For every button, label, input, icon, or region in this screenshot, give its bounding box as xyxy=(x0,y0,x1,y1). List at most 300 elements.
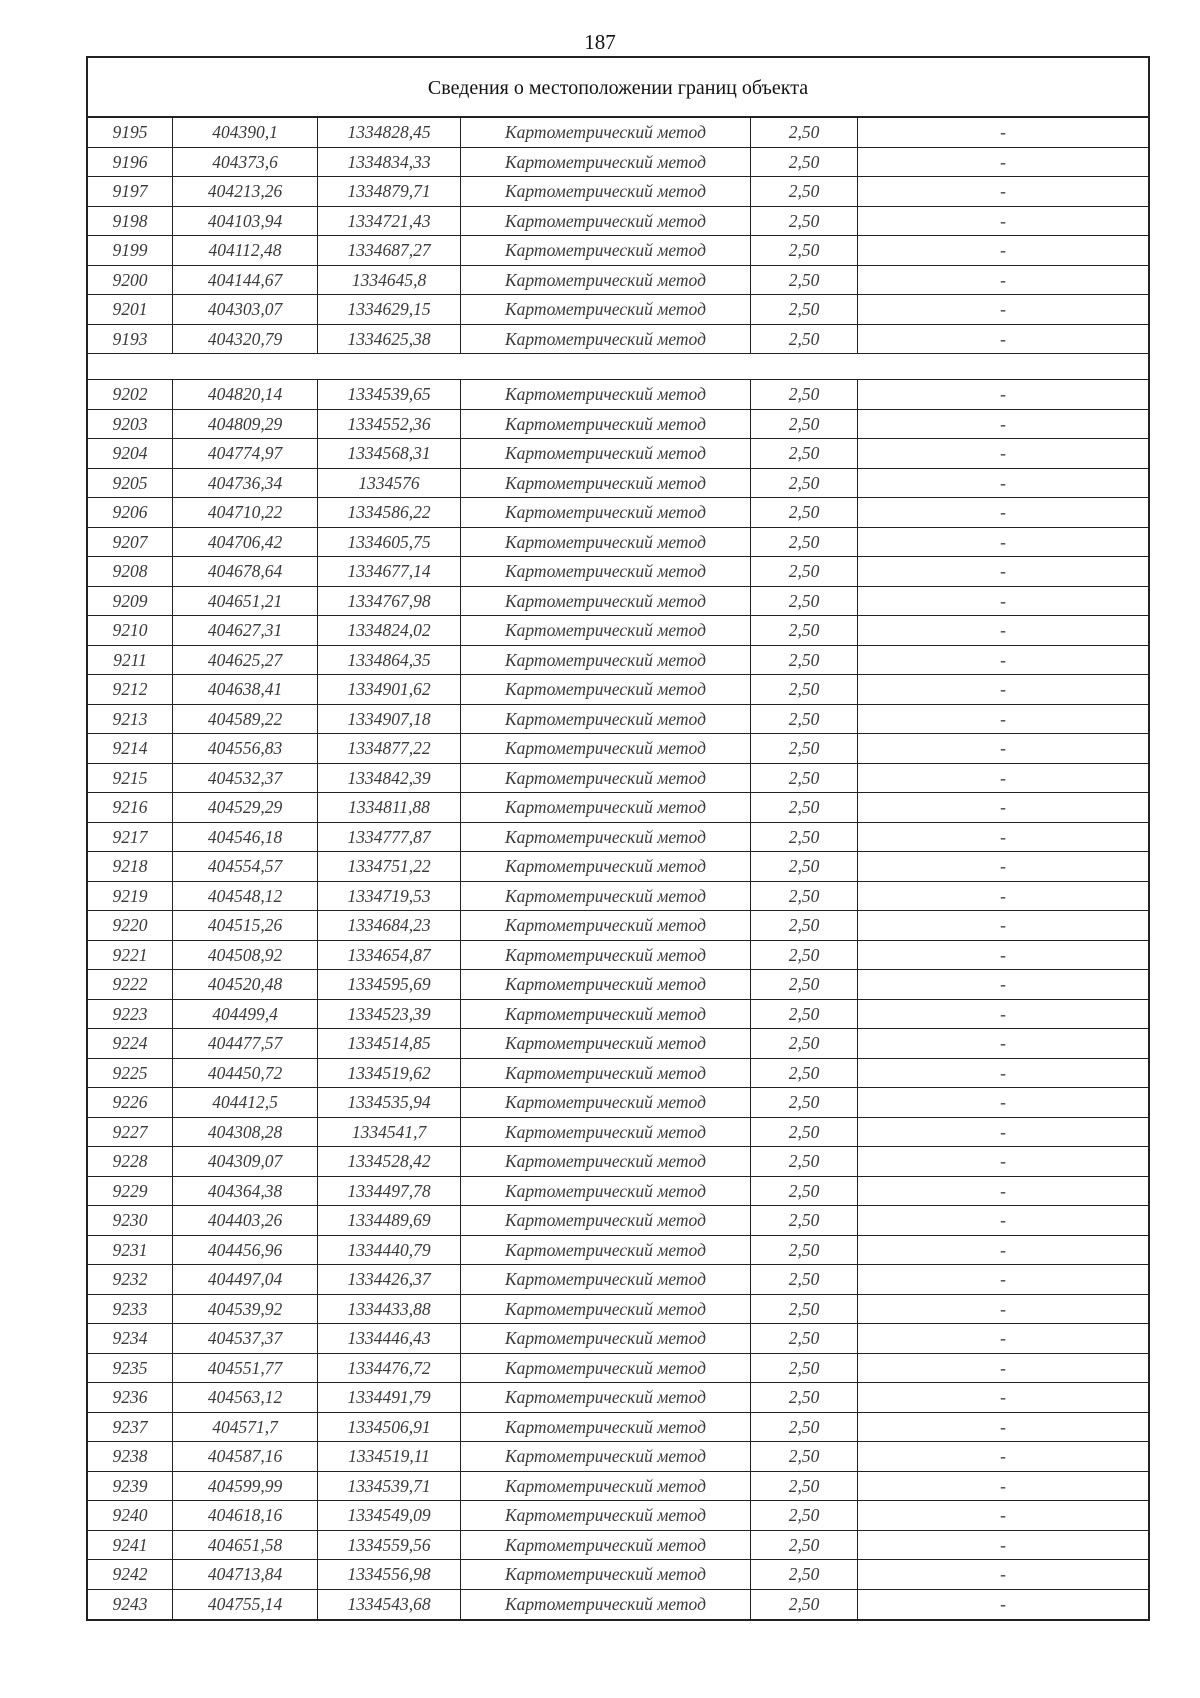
table-row xyxy=(88,793,1148,823)
accuracy-cell: 2,50 xyxy=(751,1206,858,1235)
method-cell: Картометрический метод xyxy=(461,1354,751,1383)
y-coordinate-cell: 1334539,65 xyxy=(318,380,461,409)
y-coordinate-cell: 1334824,02 xyxy=(318,616,461,645)
table-row xyxy=(88,1354,1148,1384)
point-number-cell: 9200 xyxy=(88,266,173,295)
method-cell: Картометрический метод xyxy=(461,941,751,970)
y-coordinate-cell: 1334519,11 xyxy=(318,1442,461,1471)
y-coordinate-cell: 1334539,71 xyxy=(318,1472,461,1501)
y-coordinate-cell: 1334629,15 xyxy=(318,295,461,324)
table-row xyxy=(88,1295,1148,1325)
description-cell: - xyxy=(1000,885,1006,906)
x-coordinate-cell: 404554,57 xyxy=(173,852,318,881)
table-row xyxy=(88,941,1148,971)
method-cell: Картометрический метод xyxy=(461,439,751,468)
method-cell: Картометрический метод xyxy=(461,764,751,793)
method-cell: Картометрический метод xyxy=(461,911,751,940)
description-cell: - xyxy=(1000,502,1006,522)
y-coordinate-cell: 1334907,18 xyxy=(318,705,461,734)
x-coordinate-cell: 404618,16 xyxy=(173,1501,318,1530)
table-row xyxy=(88,118,1148,148)
x-coordinate-cell: 404320,79 xyxy=(173,325,318,354)
point-number-cell: 9197 xyxy=(88,177,173,206)
table-row xyxy=(88,1177,1148,1207)
y-coordinate-cell: 1334426,37 xyxy=(318,1265,461,1294)
table-row xyxy=(88,675,1148,705)
method-cell: Картометрический метод xyxy=(461,528,751,557)
accuracy-cell: 2,50 xyxy=(751,587,858,616)
point-number-cell: 9229 xyxy=(88,1177,173,1206)
point-number-cell: 9199 xyxy=(88,236,173,265)
table-row xyxy=(88,1501,1148,1531)
table-row xyxy=(88,266,1148,296)
y-coordinate-cell: 1334528,42 xyxy=(318,1147,461,1176)
x-coordinate-cell: 404497,04 xyxy=(173,1265,318,1294)
accuracy-cell: 2,50 xyxy=(751,266,858,295)
y-coordinate-cell: 1334497,78 xyxy=(318,1177,461,1206)
x-coordinate-cell: 404213,26 xyxy=(173,177,318,206)
y-coordinate-cell: 1334842,39 xyxy=(318,764,461,793)
description-cell: - xyxy=(1000,181,1006,201)
description-cell: - xyxy=(1000,561,1006,581)
method-cell: Картометрический метод xyxy=(461,675,751,704)
accuracy-cell: 2,50 xyxy=(751,1531,858,1560)
point-number-cell: 9225 xyxy=(88,1059,173,1088)
point-number-cell: 9242 xyxy=(88,1560,173,1589)
table-row xyxy=(88,528,1148,558)
description-cell: - xyxy=(1000,1328,1006,1348)
table-row xyxy=(88,1000,1148,1030)
y-coordinate-cell: 1334834,33 xyxy=(318,148,461,177)
table-row xyxy=(88,1590,1148,1620)
table-row xyxy=(88,498,1148,528)
point-number-cell: 9216 xyxy=(88,793,173,822)
y-coordinate-cell: 1334687,27 xyxy=(318,236,461,265)
point-number-cell: 9218 xyxy=(88,852,173,881)
x-coordinate-cell: 404508,92 xyxy=(173,941,318,970)
point-number-cell: 9226 xyxy=(88,1088,173,1117)
point-number-cell: 9239 xyxy=(88,1472,173,1501)
table-row xyxy=(88,1472,1148,1502)
point-number-cell: 9212 xyxy=(88,675,173,704)
accuracy-cell: 2,50 xyxy=(751,1029,858,1058)
description-cell: - xyxy=(1000,1121,1006,1142)
table-row xyxy=(88,852,1148,882)
y-coordinate-cell: 1334433,88 xyxy=(318,1295,461,1324)
table-row xyxy=(88,911,1148,941)
accuracy-cell: 2,50 xyxy=(751,528,858,557)
x-coordinate-cell: 404809,29 xyxy=(173,410,318,439)
point-number-cell: 9202 xyxy=(88,380,173,409)
description-cell: - xyxy=(1000,767,1006,788)
table-row xyxy=(88,734,1148,764)
y-coordinate-cell: 1334476,72 xyxy=(318,1354,461,1383)
method-cell: Картометрический метод xyxy=(461,882,751,911)
x-coordinate-cell: 404587,16 xyxy=(173,1442,318,1471)
x-coordinate-cell: 404364,38 xyxy=(173,1177,318,1206)
accuracy-cell: 2,50 xyxy=(751,1472,858,1501)
description-cell: - xyxy=(1000,240,1006,260)
point-number-cell: 9233 xyxy=(88,1295,173,1324)
x-coordinate-cell: 404103,94 xyxy=(173,207,318,236)
x-coordinate-cell: 404537,37 xyxy=(173,1324,318,1353)
description-cell: - xyxy=(1000,443,1006,463)
table-row xyxy=(88,587,1148,617)
table-row xyxy=(88,295,1148,325)
description-cell: - xyxy=(1000,797,1006,817)
method-cell: Картометрический метод xyxy=(461,1088,751,1117)
accuracy-cell: 2,50 xyxy=(751,177,858,206)
contour-separator-row xyxy=(88,354,1148,380)
description-cell: - xyxy=(1000,620,1006,640)
description-cell: - xyxy=(1000,210,1006,231)
method-cell: Картометрический метод xyxy=(461,207,751,236)
x-coordinate-cell: 404412,5 xyxy=(173,1088,318,1117)
accuracy-cell: 2,50 xyxy=(751,207,858,236)
method-cell: Картометрический метод xyxy=(461,266,751,295)
accuracy-cell: 2,50 xyxy=(751,1177,858,1206)
accuracy-cell: 2,50 xyxy=(751,941,858,970)
y-coordinate-cell: 1334559,56 xyxy=(318,1531,461,1560)
method-cell: Картометрический метод xyxy=(461,970,751,999)
x-coordinate-cell: 404532,37 xyxy=(173,764,318,793)
point-number-cell: 9223 xyxy=(88,1000,173,1029)
x-coordinate-cell: 404599,99 xyxy=(173,1472,318,1501)
description-cell: - xyxy=(1000,856,1006,876)
x-coordinate-cell: 404456,96 xyxy=(173,1236,318,1265)
method-cell: Картометрический метод xyxy=(461,1590,751,1620)
point-number-cell: 9241 xyxy=(88,1531,173,1560)
accuracy-cell: 2,50 xyxy=(751,439,858,468)
accuracy-cell: 2,50 xyxy=(751,410,858,439)
y-coordinate-cell: 1334877,22 xyxy=(318,734,461,763)
accuracy-cell: 2,50 xyxy=(751,734,858,763)
point-number-cell: 9205 xyxy=(88,469,173,498)
accuracy-cell: 2,50 xyxy=(751,1501,858,1530)
x-coordinate-cell: 404774,97 xyxy=(173,439,318,468)
point-number-cell: 9214 xyxy=(88,734,173,763)
y-coordinate-cell: 1334719,53 xyxy=(318,882,461,911)
x-coordinate-cell: 404529,29 xyxy=(173,793,318,822)
accuracy-cell: 2,50 xyxy=(751,1088,858,1117)
point-number-cell: 9231 xyxy=(88,1236,173,1265)
x-coordinate-cell: 404678,64 xyxy=(173,557,318,586)
boundary-coordinates-table xyxy=(86,56,1150,1621)
table-row xyxy=(88,970,1148,1000)
method-cell: Картометрический метод xyxy=(461,469,751,498)
y-coordinate-cell: 1334576 xyxy=(318,469,461,498)
accuracy-cell: 2,50 xyxy=(751,970,858,999)
method-cell: Картометрический метод xyxy=(461,1531,751,1560)
table-row xyxy=(88,148,1148,178)
method-cell: Картометрический метод xyxy=(461,410,751,439)
table-row xyxy=(88,439,1148,469)
method-cell: Картометрический метод xyxy=(461,705,751,734)
table-row xyxy=(88,705,1148,735)
description-cell: - xyxy=(1000,649,1006,670)
point-number-cell: 9221 xyxy=(88,941,173,970)
point-number-cell: 9234 xyxy=(88,1324,173,1353)
x-coordinate-cell: 404308,28 xyxy=(173,1118,318,1147)
accuracy-cell: 2,50 xyxy=(751,295,858,324)
table-body xyxy=(88,118,1148,1619)
point-number-cell: 9209 xyxy=(88,587,173,616)
method-cell: Картометрический метод xyxy=(461,1560,751,1589)
x-coordinate-cell: 404563,12 xyxy=(173,1383,318,1412)
description-cell: - xyxy=(1000,413,1006,434)
table-row xyxy=(88,1059,1148,1089)
y-coordinate-cell: 1334440,79 xyxy=(318,1236,461,1265)
method-cell: Картометрический метод xyxy=(461,498,751,527)
y-coordinate-cell: 1334523,39 xyxy=(318,1000,461,1029)
description-cell: - xyxy=(1000,1033,1006,1053)
description-cell: - xyxy=(1000,1446,1006,1466)
accuracy-cell: 2,50 xyxy=(751,118,858,147)
accuracy-cell: 2,50 xyxy=(751,1236,858,1265)
accuracy-cell: 2,50 xyxy=(751,793,858,822)
accuracy-cell: 2,50 xyxy=(751,1324,858,1353)
accuracy-cell: 2,50 xyxy=(751,823,858,852)
description-cell: - xyxy=(1000,1062,1006,1083)
description-cell: - xyxy=(1000,1151,1006,1171)
accuracy-cell: 2,50 xyxy=(751,1442,858,1471)
accuracy-cell: 2,50 xyxy=(751,911,858,940)
description-cell: - xyxy=(1000,1475,1006,1496)
accuracy-cell: 2,50 xyxy=(751,236,858,265)
table-row xyxy=(88,616,1148,646)
description-cell: - xyxy=(1000,472,1006,493)
y-coordinate-cell: 1334491,79 xyxy=(318,1383,461,1412)
table-row xyxy=(88,177,1148,207)
description-cell: - xyxy=(1000,1387,1006,1407)
point-number-cell: 9228 xyxy=(88,1147,173,1176)
method-cell: Картометрический метод xyxy=(461,1118,751,1147)
description-cell: - xyxy=(1000,826,1006,847)
point-number-cell: 9220 xyxy=(88,911,173,940)
accuracy-cell: 2,50 xyxy=(751,616,858,645)
x-coordinate-cell: 404627,31 xyxy=(173,616,318,645)
x-coordinate-cell: 404820,14 xyxy=(173,380,318,409)
method-cell: Картометрический метод xyxy=(461,823,751,852)
x-coordinate-cell: 404571,7 xyxy=(173,1413,318,1442)
description-cell: - xyxy=(1000,679,1006,699)
point-number-cell: 9232 xyxy=(88,1265,173,1294)
table-row xyxy=(88,1118,1148,1148)
y-coordinate-cell: 1334514,85 xyxy=(318,1029,461,1058)
method-cell: Картометрический метод xyxy=(461,1324,751,1353)
accuracy-cell: 2,50 xyxy=(751,1295,858,1324)
x-coordinate-cell: 404736,34 xyxy=(173,469,318,498)
table-row xyxy=(88,410,1148,440)
method-cell: Картометрический метод xyxy=(461,1472,751,1501)
x-coordinate-cell: 404539,92 xyxy=(173,1295,318,1324)
y-coordinate-cell: 1334645,8 xyxy=(318,266,461,295)
table-row xyxy=(88,1531,1148,1561)
y-coordinate-cell: 1334552,36 xyxy=(318,410,461,439)
method-cell: Картометрический метод xyxy=(461,557,751,586)
description-cell: - xyxy=(1000,269,1006,290)
table-row xyxy=(88,1560,1148,1590)
table-row xyxy=(88,1324,1148,1354)
description-cell: - xyxy=(1000,122,1006,142)
method-cell: Картометрический метод xyxy=(461,852,751,881)
description-cell: - xyxy=(1000,1298,1006,1319)
method-cell: Картометрический метод xyxy=(461,1442,751,1471)
accuracy-cell: 2,50 xyxy=(751,1265,858,1294)
description-cell: - xyxy=(1000,974,1006,994)
point-number-cell: 9196 xyxy=(88,148,173,177)
accuracy-cell: 2,50 xyxy=(751,1560,858,1589)
method-cell: Картометрический метод xyxy=(461,1295,751,1324)
y-coordinate-cell: 1334811,88 xyxy=(318,793,461,822)
y-coordinate-cell: 1334625,38 xyxy=(318,325,461,354)
y-coordinate-cell: 1334549,09 xyxy=(318,1501,461,1530)
method-cell: Картометрический метод xyxy=(461,1413,751,1442)
point-number-cell: 9215 xyxy=(88,764,173,793)
point-number-cell: 9204 xyxy=(88,439,173,468)
y-coordinate-cell: 1334654,87 xyxy=(318,941,461,970)
y-coordinate-cell: 1334595,69 xyxy=(318,970,461,999)
accuracy-cell: 2,50 xyxy=(751,1413,858,1442)
x-coordinate-cell: 404309,07 xyxy=(173,1147,318,1176)
point-number-cell: 9238 xyxy=(88,1442,173,1471)
table-row xyxy=(88,1206,1148,1236)
accuracy-cell: 2,50 xyxy=(751,1354,858,1383)
accuracy-cell: 2,50 xyxy=(751,557,858,586)
y-coordinate-cell: 1334446,43 xyxy=(318,1324,461,1353)
table-row xyxy=(88,1147,1148,1177)
table-row xyxy=(88,1442,1148,1472)
y-coordinate-cell: 1334767,98 xyxy=(318,587,461,616)
x-coordinate-cell: 404373,6 xyxy=(173,148,318,177)
x-coordinate-cell: 404651,21 xyxy=(173,587,318,616)
y-coordinate-cell: 1334751,22 xyxy=(318,852,461,881)
description-cell: - xyxy=(1000,1505,1006,1525)
point-number-cell: 9217 xyxy=(88,823,173,852)
point-number-cell: 9213 xyxy=(88,705,173,734)
table-row xyxy=(88,823,1148,853)
description-cell: - xyxy=(1000,1092,1006,1112)
point-number-cell: 9207 xyxy=(88,528,173,557)
description-cell: - xyxy=(1000,299,1006,319)
x-coordinate-cell: 404546,18 xyxy=(173,823,318,852)
x-coordinate-cell: 404515,26 xyxy=(173,911,318,940)
y-coordinate-cell: 1334519,62 xyxy=(318,1059,461,1088)
method-cell: Картометрический метод xyxy=(461,236,751,265)
method-cell: Картометрический метод xyxy=(461,148,751,177)
point-number-cell: 9208 xyxy=(88,557,173,586)
accuracy-cell: 2,50 xyxy=(751,1059,858,1088)
method-cell: Картометрический метод xyxy=(461,325,751,354)
x-coordinate-cell: 404548,12 xyxy=(173,882,318,911)
point-number-cell: 9195 xyxy=(88,118,173,147)
accuracy-cell: 2,50 xyxy=(751,325,858,354)
table-row xyxy=(88,557,1148,587)
y-coordinate-cell: 1334879,71 xyxy=(318,177,461,206)
accuracy-cell: 2,50 xyxy=(751,705,858,734)
description-cell: - xyxy=(1000,1003,1006,1024)
point-number-cell: 9203 xyxy=(88,410,173,439)
x-coordinate-cell: 404755,14 xyxy=(173,1590,318,1620)
x-coordinate-cell: 404403,26 xyxy=(173,1206,318,1235)
accuracy-cell: 2,50 xyxy=(751,1000,858,1029)
accuracy-cell: 2,50 xyxy=(751,498,858,527)
accuracy-cell: 2,50 xyxy=(751,1383,858,1412)
description-cell: - xyxy=(1000,1210,1006,1230)
x-coordinate-cell: 404499,4 xyxy=(173,1000,318,1029)
y-coordinate-cell: 1334568,31 xyxy=(318,439,461,468)
x-coordinate-cell: 404477,57 xyxy=(173,1029,318,1058)
point-number-cell: 9210 xyxy=(88,616,173,645)
description-cell: - xyxy=(1000,531,1006,552)
table-row xyxy=(88,1029,1148,1059)
method-cell: Картометрический метод xyxy=(461,1000,751,1029)
table-row xyxy=(88,1413,1148,1443)
point-number-cell: 9224 xyxy=(88,1029,173,1058)
point-number-cell: 9237 xyxy=(88,1413,173,1442)
y-coordinate-cell: 1334541,7 xyxy=(318,1118,461,1147)
point-number-cell: 9230 xyxy=(88,1206,173,1235)
table-row xyxy=(88,1383,1148,1413)
table-title: Сведения о местоположении границ объекта xyxy=(88,58,1148,118)
x-coordinate-cell: 404303,07 xyxy=(173,295,318,324)
y-coordinate-cell: 1334721,43 xyxy=(318,207,461,236)
accuracy-cell: 2,50 xyxy=(751,1147,858,1176)
point-number-cell: 9243 xyxy=(88,1590,173,1620)
method-cell: Картометрический метод xyxy=(461,1383,751,1412)
method-cell: Картометрический метод xyxy=(461,793,751,822)
accuracy-cell: 2,50 xyxy=(751,764,858,793)
x-coordinate-cell: 404710,22 xyxy=(173,498,318,527)
y-coordinate-cell: 1334777,87 xyxy=(318,823,461,852)
x-coordinate-cell: 404450,72 xyxy=(173,1059,318,1088)
x-coordinate-cell: 404625,27 xyxy=(173,646,318,675)
accuracy-cell: 2,50 xyxy=(751,469,858,498)
y-coordinate-cell: 1334605,75 xyxy=(318,528,461,557)
accuracy-cell: 2,50 xyxy=(751,675,858,704)
accuracy-cell: 2,50 xyxy=(751,882,858,911)
method-cell: Картометрический метод xyxy=(461,1265,751,1294)
description-cell: - xyxy=(1000,1269,1006,1289)
point-number-cell: 9219 xyxy=(88,882,173,911)
table-row xyxy=(88,380,1148,410)
method-cell: Картометрический метод xyxy=(461,295,751,324)
x-coordinate-cell: 404589,22 xyxy=(173,705,318,734)
table-row xyxy=(88,646,1148,676)
x-coordinate-cell: 404651,58 xyxy=(173,1531,318,1560)
method-cell: Картометрический метод xyxy=(461,1501,751,1530)
x-coordinate-cell: 404638,41 xyxy=(173,675,318,704)
table-row xyxy=(88,469,1148,499)
description-cell: - xyxy=(1000,944,1006,965)
point-number-cell: 9206 xyxy=(88,498,173,527)
method-cell: Картометрический метод xyxy=(461,1147,751,1176)
table-row xyxy=(88,1088,1148,1118)
point-number-cell: 9240 xyxy=(88,1501,173,1530)
y-coordinate-cell: 1334677,14 xyxy=(318,557,461,586)
point-number-cell: 9198 xyxy=(88,207,173,236)
method-cell: Картометрический метод xyxy=(461,734,751,763)
accuracy-cell: 2,50 xyxy=(751,646,858,675)
point-number-cell: 9222 xyxy=(88,970,173,999)
x-coordinate-cell: 404520,48 xyxy=(173,970,318,999)
accuracy-cell: 2,50 xyxy=(751,380,858,409)
page-number: 187 xyxy=(584,30,616,54)
x-coordinate-cell: 404112,48 xyxy=(173,236,318,265)
point-number-cell: 9211 xyxy=(88,646,173,675)
x-coordinate-cell: 404390,1 xyxy=(173,118,318,147)
method-cell: Картометрический метод xyxy=(461,118,751,147)
